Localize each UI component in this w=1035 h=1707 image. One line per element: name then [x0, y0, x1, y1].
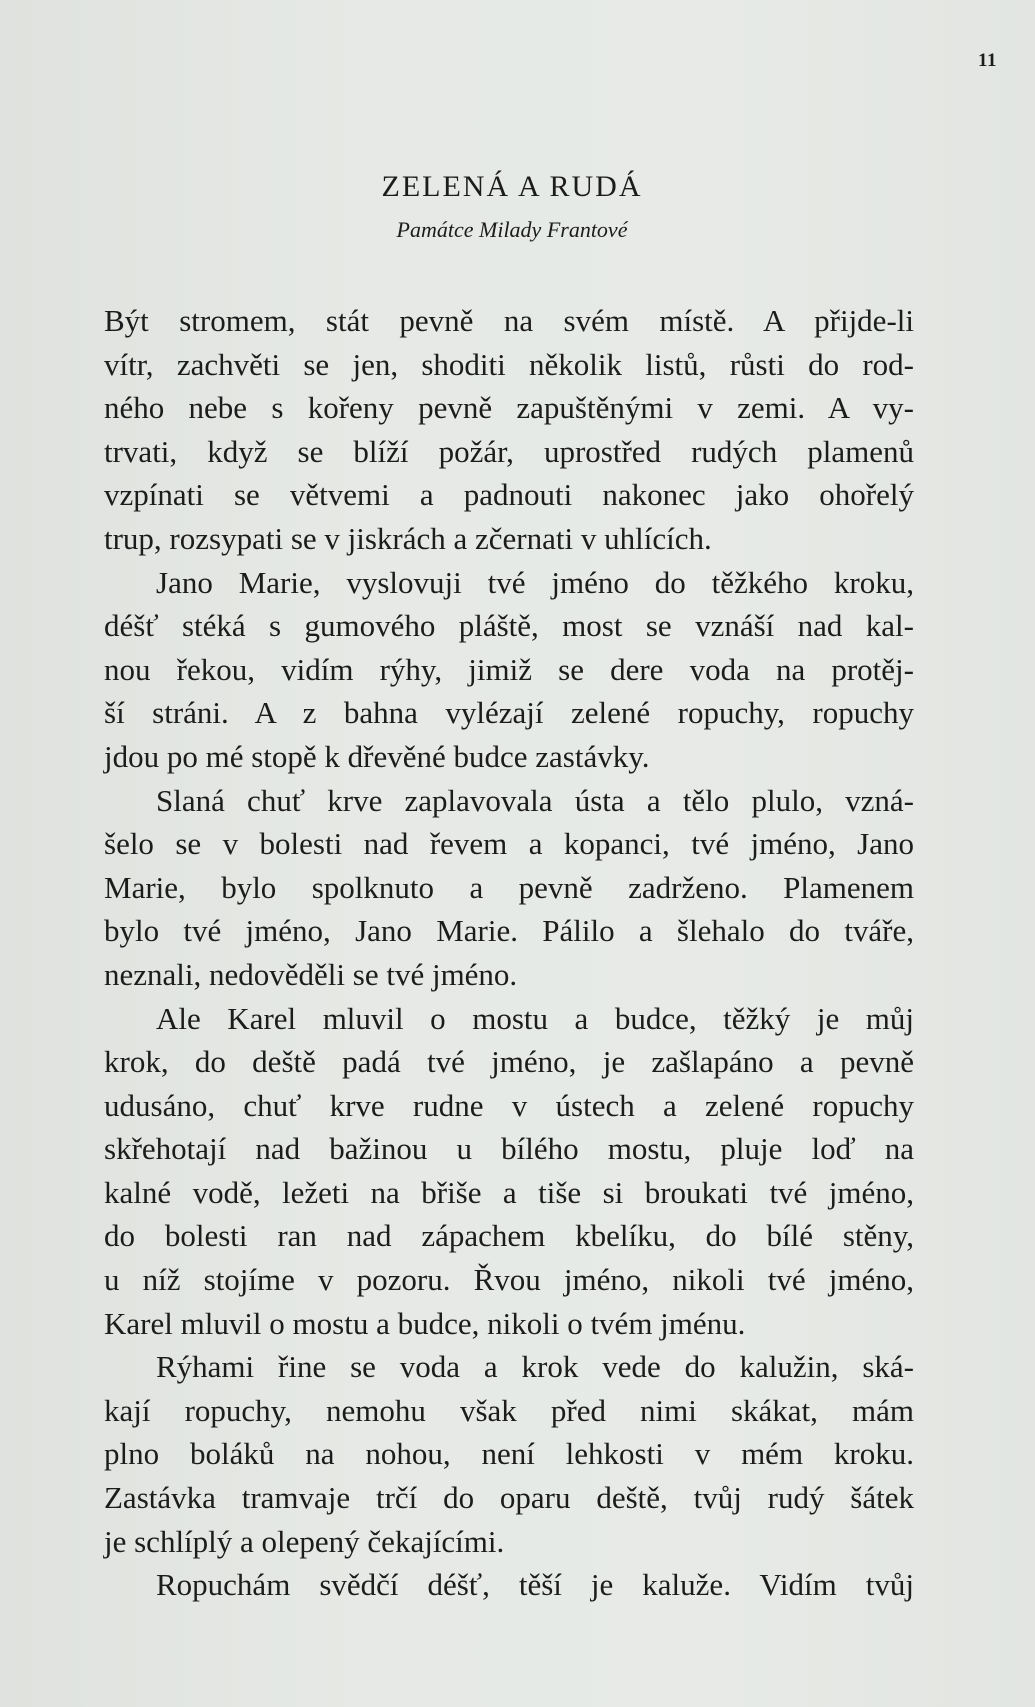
text-line: skřehotají nad bažinou u bílého mostu, pluje loď na	[104, 1131, 914, 1167]
text-line: jdou po mé stopě k dřevěné budce zastávky.	[104, 738, 650, 774]
text-line: do bolesti ran nad zápachem kbelíku, do bílé stěny,	[104, 1218, 914, 1254]
text-line: kají ropuchy, nemohu však před nimi skákat, mám	[104, 1392, 914, 1428]
text-line: Marie, bylo spolknuto a pevně zadrženo. Plamenem	[104, 869, 914, 905]
text-line: vítr, zachvěti se jen, shoditi několik listů, růsti do rod-	[104, 346, 914, 382]
text-line: Slaná chuť krve zaplavovala ústa a tělo plulo, vzná-	[156, 782, 914, 818]
text-line: ší stráni. A z bahna vylézají zelené ropuchy, ropuchy	[104, 695, 914, 731]
paragraph	[104, 779, 914, 997]
text-line: Ropuchám svědčí déšť, těší je kaluže. Vidím tvůj	[156, 1567, 914, 1603]
text-line: Jano Marie, vyslovuji tvé jméno do těžkého kroku,	[156, 564, 914, 600]
text-line: trvati, když se blíží požár, uprostřed rudých plamenů	[104, 433, 914, 469]
text-line: Ale Karel mluvil o mostu a budce, těžký je můj	[156, 1000, 914, 1036]
paragraph	[104, 299, 914, 561]
text-line: Být stromem, stát pevně na svém místě. A přijde-li	[104, 303, 914, 338]
paragraph	[104, 997, 914, 1346]
text-line: je schlíplý a olepený čekajícími.	[104, 1523, 505, 1559]
text-line: nou řekou, vidím rýhy, jimiž se dere voda na protěj-	[104, 651, 914, 687]
page-number: 11	[978, 50, 997, 71]
text-line: Karel mluvil o mostu a budce, nikoli o tvém jménu.	[104, 1305, 746, 1341]
text-line: Zastávka tramvaje trčí do oparu deště, tvůj rudý šátek	[104, 1480, 914, 1516]
text-line: trup, rozsypati se v jiskrách a zčernati v uhlících.	[104, 520, 712, 556]
text-line: ného nebe s kořeny pevně zapuštěnými v zemi. A vy-	[104, 390, 914, 426]
text-line: kalné vodě, ležeti na břiše a tiše si broukati tvé jméno,	[104, 1174, 914, 1210]
text-line: krok, do deště padá tvé jméno, je zašlapáno a pevně	[104, 1044, 914, 1080]
text-line: bylo tvé jméno, Jano Marie. Pálilo a šlehalo do tváře,	[104, 913, 914, 949]
text-line: udusáno, chuť krve rudne v ústech a zelené ropuchy	[104, 1087, 914, 1123]
body-text	[104, 299, 914, 1607]
text-line: Rýhami řine se voda a krok vede do kalužin, ská-	[156, 1349, 914, 1385]
text-line: déšť stéká s gumového pláště, most se vznáší nad kal-	[104, 608, 914, 644]
chapter-title: ZELENÁ A RUDÁ	[381, 170, 643, 203]
text-line: šelo se v bolesti nad řevem a kopanci, tvé jméno, Jano	[104, 826, 914, 862]
paragraph	[104, 1563, 914, 1607]
paragraph	[104, 1345, 914, 1563]
text-line: u níž stojíme v pozoru. Řvou jméno, nikoli tvé jméno,	[104, 1262, 914, 1298]
text-line: neznali, nedověděli se tvé jméno.	[104, 956, 518, 992]
dedication: Památce Milady Frantové	[396, 217, 628, 242]
paragraph	[104, 561, 914, 779]
text-line: vzpínati se větvemi a padnouti nakonec jako ohořelý	[104, 477, 914, 513]
text-line: plno boláků na nohou, není lehkosti v mém kroku.	[104, 1436, 914, 1472]
